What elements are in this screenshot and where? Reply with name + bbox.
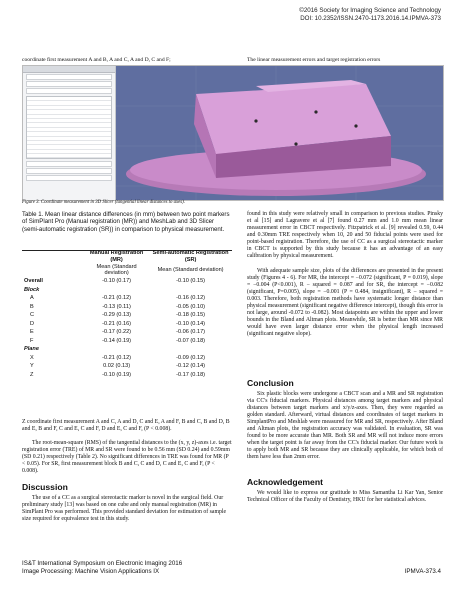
table-header-empty: [22, 250, 84, 263]
table-caption: Table 1. Mean linear distance differences (in mm) between two point markers of SimPlant Pro (Manual registration (MR)) and MeshLab and 3D Slicer (semi-automatic registration (SR)) in comparison to physical measurement.: [22, 211, 230, 233]
table-row: Z -0.10 (0.19) -0.17 (0.18): [30, 371, 206, 378]
left-paragraph-significance: Z coordinate first measurement A and C, A and D, C and E, A and F, B and C, B and D, B and E, B and F, C and E, C and F, D and E, C and F, (P < 0.008).: [22, 419, 230, 432]
section-heading-conclusion: Conclusion: [247, 378, 294, 388]
section-heading-acknowledgement: Acknowledgement: [247, 477, 323, 487]
panel-row: [26, 81, 112, 87]
figure-caption: Figure 3. Coordinate measurement in 3D Slicer (tangential linear distances to axes).: [22, 200, 185, 205]
panel-fiducial-table: [26, 96, 112, 159]
table-row: D -0.21 (0.16) -0.10 (0.14): [30, 320, 206, 327]
table-group-row: Plane: [24, 346, 39, 353]
3d-block-render: [116, 66, 443, 200]
table-subheader-sr: Mean (Standard deviation): [157, 266, 224, 273]
right-paragraph-acknowledgement: We would like to express our gratitude to Miss Samantha Li Kar Yan, Senior Technical Officer of the Faculty of Dentistry, HKU for her statistical advices.: [247, 490, 443, 504]
table-header-mr: Manual Registration (MR): [89, 250, 144, 263]
panel-row: [26, 161, 112, 167]
footer-line-2: Image Processing: Machine Vision Applications IX: [22, 567, 160, 575]
header-copyright: ©2016 Society for Imaging Science and Technology: [299, 7, 441, 14]
left-paragraph-rms: The root-mean-square (RMS) of the tangential distances to the (x, y, z)-axes i.e. target registration error (TRE) of MR and SR were found to be 0.56 mm (SD 0.24) and 0.59mm (SD 0.21) respectively (Table 2). No significant differences in TRE was found for MR (P < 0.05). For SR, first measurement block B and C, C and D, C and E, C and F, (P < 0.008).: [22, 440, 232, 474]
table-group-row: Block: [24, 286, 40, 293]
table-row: Overall -0.10 (0.17) -0.10 (0.15): [24, 278, 206, 285]
section-heading-discussion: Discussion: [22, 482, 68, 492]
table-subheader-mr: Mean (Standard deviation): [96, 263, 137, 277]
running-header: [299, 7, 441, 23]
panel-toolbar: [23, 66, 115, 73]
panel-row: [26, 175, 112, 181]
slicer-3d-view: [116, 66, 443, 200]
table-row: E -0.17 (0.22) -0.06 (0.17): [30, 329, 206, 336]
footer-conference: [22, 560, 182, 575]
left-paragraph-discussion: The use of a CC as a surgical stereotactic marker is novel in the surgical field. Our preliminary study [13] was based on one cube and only manual registration (MR) in SimPlant Pro was performed. This provided standard deviation for estimation of sample size required for equivalence test in this study.: [22, 495, 227, 522]
right-paragraph-2: With adequate sample size, plots of the differences are presented in the present study (Figures 4 - 6). For MR, the intercept = −0.072 (significant, P = 0.019), slope = −0.004 (P<0.001), R − squared = 0.087 and for SR, the intercept = −0.082 (significant, P=0.005), slope = −0.001 (P = 0.484, insignificant), R − squared = 0.003. Therefore, both registration methods have systematic longer distance than physical measurement (significant negative difference intercept), though this error is not large, around -0.072 to -0.082). Most datapoints are within the upper and lower bounds in the Bland and Altman plots. Meanwhile, SR is better than MR since MR would have even larger distance error when the physical length increased (significant negative slope).: [247, 268, 443, 338]
header-doi: DOI: 10.2352/ISSN.2470-1173.2016.14.IPMVA-373: [300, 15, 441, 22]
right-paragraph-1: found in this study were relatively small in comparison to previous studies. Pinsky et al [15] and Lagravere et al [7] found 0.27 mm and 1.0 mm mean linear measurement error in CBCT respectively. Fitzpatrick et al. [9] revealed 0.59, 0.44 and 0.30mm TRE respectively when 10, 20 and 50 fiducial points were used for point-based registration. Therefore, the use of CC as a surgical stereotactic marker in CBCT is supported by this study because it has an advantage of an easy calibration by physical measurement.: [247, 211, 443, 260]
right-continued-text: The linear measurement errors and target registration errors: [247, 57, 381, 63]
table-row: A -0.21 (0.12) -0.16 (0.12): [30, 295, 206, 302]
table-row: Y 0.02 (0.13) -0.12 (0.14): [30, 363, 206, 370]
table-row: F -0.14 (0.19) -0.07 (0.18): [30, 337, 206, 344]
page-number: IPMVA-373.4: [404, 568, 441, 575]
footer-line-1: IS&T International Symposium on Electronic Imaging 2016: [22, 560, 183, 567]
table-row: B -0.13 (0.11) -0.05 (0.10): [30, 303, 206, 310]
panel-row: [26, 74, 112, 80]
left-continued-text: coordinate first measurement A and B, A and C, A and D, C and F;: [22, 57, 171, 63]
right-paragraph-conclusion: Six plastic blocks were undergone a CBCT scan and a MR and SR registration via CC's fiducial markers. Physical distances among target markers and physical distances between target markers and x/y/z-axes. Then, they were regarded as golden standard. Afterward, virtual distances and coordinates of target markers in SimplantPro and Meshlab were measured for MR and SR, respectively. After Bland and Altman plots, the registration accuracy was validated. In evaluation, SR was found to be more accurate than MR. Both SR and MR will not induce more errors when the target point is far away from the CC's fiducial marker. Our future work is to apply both MR and SR because they are clinically applicable, for which both of them have less than 2mm error.: [247, 391, 443, 461]
slicer-markups-panel: [23, 66, 116, 200]
panel-row: [26, 88, 112, 94]
table-row: X -0.21 (0.12) -0.09 (0.12): [30, 354, 206, 361]
figure-3d-slicer: [22, 65, 444, 201]
table-header-sr: Semi-automatic Registration (SR): [152, 250, 229, 263]
table-1: [22, 250, 232, 379]
panel-row: [26, 168, 112, 174]
table-row: C -0.29 (0.13) -0.18 (0.15): [30, 312, 206, 319]
